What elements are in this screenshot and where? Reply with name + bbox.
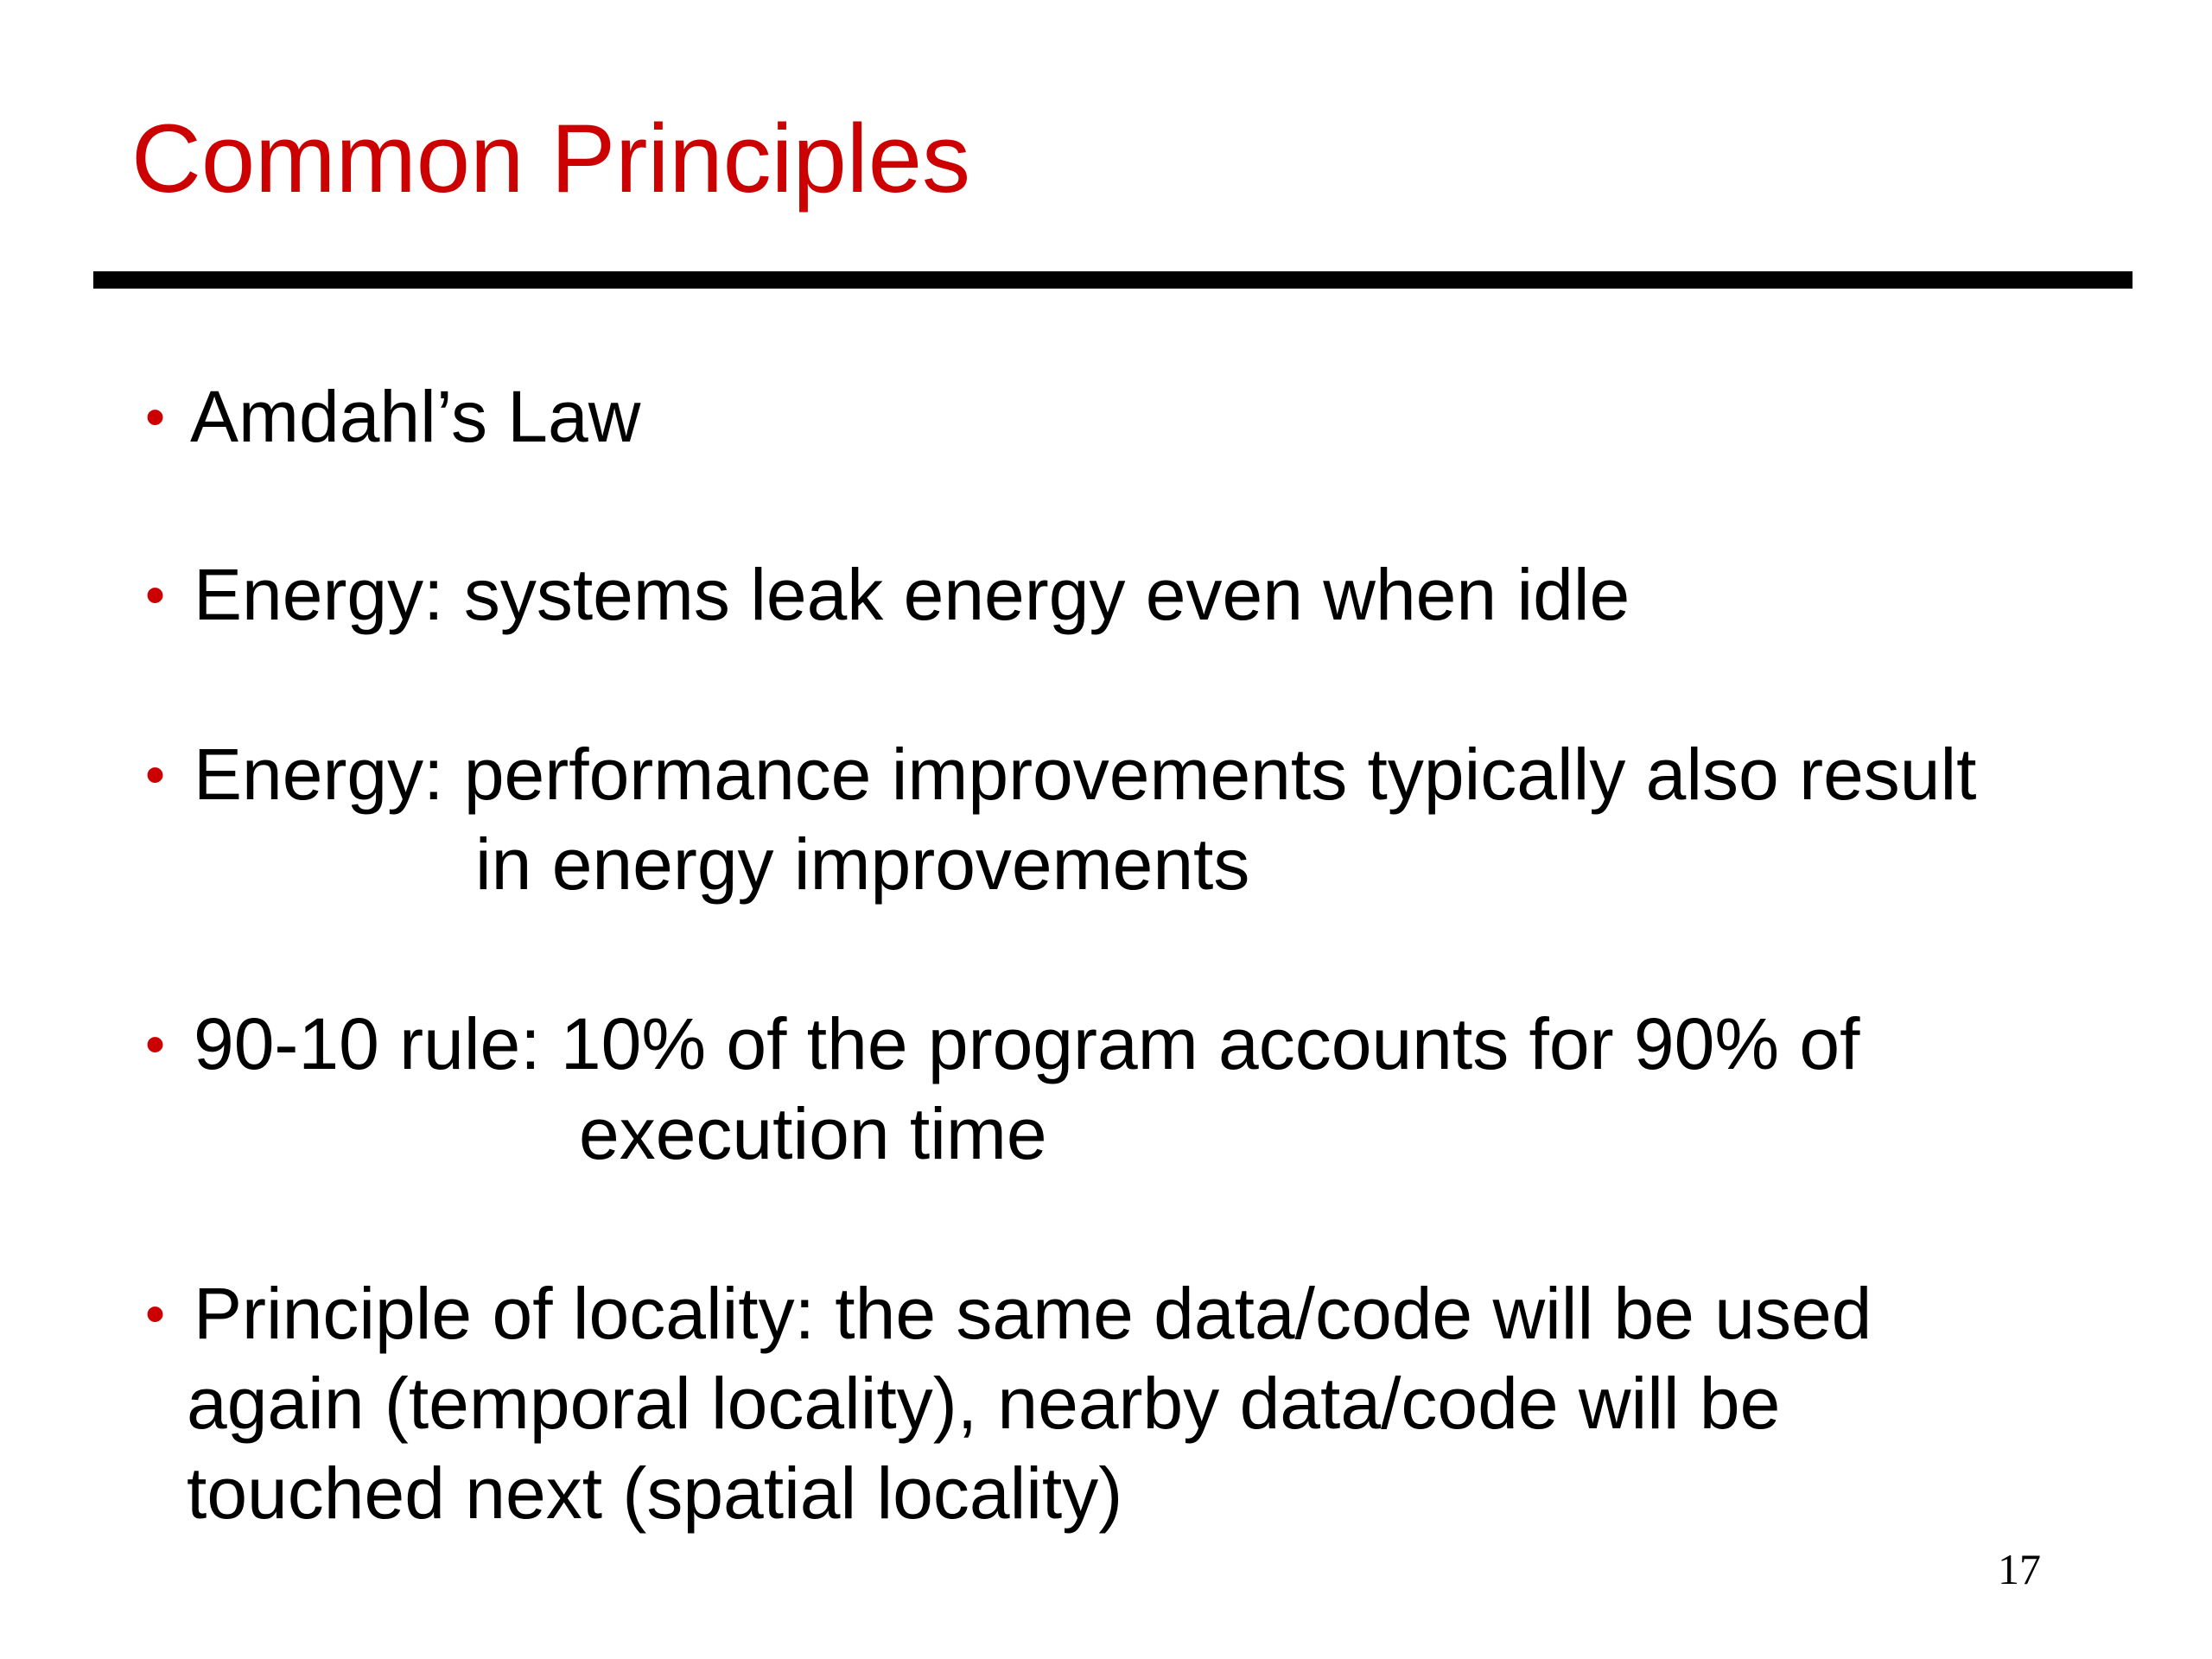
bullet-text-line-3: touched next (spatial locality) bbox=[187, 1452, 1123, 1534]
bullet-text-line-2: execution time bbox=[579, 1093, 1047, 1174]
slide-title: Common Principles bbox=[131, 105, 970, 213]
bullet-item-energy-performance bbox=[0, 729, 1977, 909]
bullet-item-energy-leak bbox=[0, 550, 1630, 639]
bullet-item-90-10-rule bbox=[0, 999, 1859, 1179]
bullet-text: Amdahl’s Law bbox=[190, 376, 641, 457]
bullet-icon: • bbox=[145, 1012, 166, 1076]
bullet-icon: • bbox=[145, 563, 166, 626]
bullet-icon: • bbox=[145, 385, 166, 448]
bullet-icon: • bbox=[145, 1281, 166, 1345]
bullet-text-line-1: 90-10 rule: 10% of the program accounts for 90% of bbox=[194, 1003, 1860, 1084]
bullet-text-line-1: Energy: performance improvements typically also result bbox=[194, 734, 1977, 815]
page-number: 17 bbox=[1998, 1545, 2041, 1593]
bullet-icon: • bbox=[145, 742, 166, 806]
bullet-item-amdahls-law bbox=[0, 372, 640, 461]
bullet-text-line-1: Principle of locality: the same data/code will be used bbox=[194, 1273, 1872, 1354]
bullet-text-line-2: in energy improvements bbox=[475, 823, 1250, 905]
bullet-text-line-2: again (temporal locality), nearby data/code will be bbox=[187, 1363, 1781, 1444]
bullet-text: Energy: systems leak energy even when idle bbox=[194, 554, 1630, 635]
bullet-item-principle-of-locality bbox=[0, 1268, 1872, 1538]
